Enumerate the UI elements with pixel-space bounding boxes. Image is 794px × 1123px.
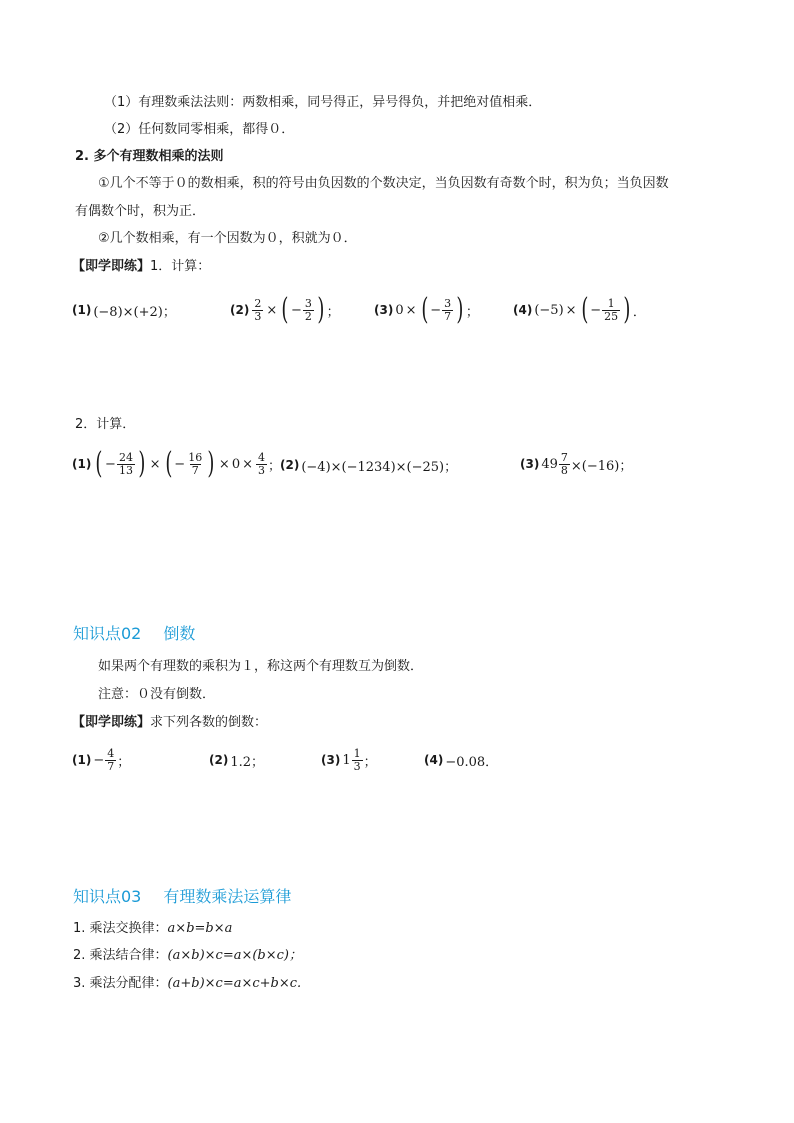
practice-bracket: 【即学即练】 <box>72 259 151 274</box>
practice-2-item-3: (3) 49 $\frac{7}{8}$ ×(−16)； <box>520 450 633 477</box>
kp2-item-2: (2) 1.2； <box>209 753 265 770</box>
practice-1-item-1: (1) (−8)×(+2)； <box>72 297 176 323</box>
practice-1-item-2: (2) $\frac{2}{3}$ × ( − $\frac{3}{2}$ ) ； <box>230 292 340 327</box>
expression: (−8)×(+2)； <box>93 304 176 320</box>
practice-1-heading <box>72 258 210 276</box>
fraction: $\frac{4}{7}$ <box>107 746 115 773</box>
fraction: $\frac{24}{13}$ <box>118 450 133 477</box>
kp2-line-2: 注意：０没有倒数． <box>98 687 216 702</box>
multi-rule-1b: 有偶数个时，积为正． <box>75 204 206 219</box>
multi-rule-2: ②几个数相乘，有一个因数为０，积就为０． <box>98 231 357 246</box>
fraction: $\frac{3}{2}$ <box>304 296 312 323</box>
multi-rule-title: 2. 多个有理数相乘的法则 <box>75 149 224 164</box>
kp2-item-3: (3) 1 $\frac{1}{3}$ ； <box>321 746 377 773</box>
practice-2-heading: 2．计算． <box>75 417 136 432</box>
fraction: $\frac{7}{8}$ <box>560 450 568 477</box>
law-associative: 2. 乘法结合律：(a×b)×c=a×(b×c)； <box>73 948 303 963</box>
practice-1-item-3: (3) 0 × ( − $\frac{3}{7}$ ) ； <box>374 292 479 327</box>
practice-2-item-2: (2) (−4)×(−1234)×(−25)； <box>280 452 457 478</box>
kp2-title: 知识点02 倒数 <box>73 624 196 643</box>
practice-1-item-4: (4) (−5) × ( − $\frac{1}{25}$ ) ． <box>513 292 646 327</box>
law-distributive: 3. 乘法分配律：(a+b)×c=a×c+b×c. <box>73 976 302 991</box>
fraction: $\frac{16}{7}$ <box>188 450 203 477</box>
practice-2-item-1: (1) ( − $\frac{24}{13}$ ) × ( − $\frac{16}{7}$ ) × 0 × $\frac{4}{3}$ ； <box>72 446 282 481</box>
kp2-item-1: (1) − $\frac{4}{7}$ ； <box>72 746 131 773</box>
expression: (−4)×(−1234)×(−25)； <box>301 459 458 475</box>
fraction: $\frac{1}{25}$ <box>604 296 619 323</box>
fraction: $\frac{1}{3}$ <box>353 746 361 773</box>
kp2-item-4: (4) −0.08． <box>424 753 499 770</box>
rule-1: （1）有理数乘法法则：两数相乘，同号得正，异号得负，并把绝对值相乘． <box>104 95 542 110</box>
kp3-title: 知识点03 有理数乘法运算律 <box>73 887 292 906</box>
kp2-line-1: 如果两个有理数的乘积为１，称这两个有理数互为倒数． <box>98 659 424 674</box>
law-commutative: 1. 乘法交换律：a×b=b×a <box>73 921 233 936</box>
fraction: $\frac{4}{3}$ <box>258 450 266 477</box>
kp2-practice-heading: 【即学即练】求下列各数的倒数： <box>72 715 268 730</box>
multi-rule-1a: ①几个不等于０的数相乘，积的符号由负因数的个数决定，当负因数有奇数个时，积为负；当负因数 <box>98 176 669 191</box>
rule-2: （2）任何数同零相乘，都得０． <box>104 122 295 137</box>
practice-1-text: 1．计算： <box>150 259 211 274</box>
fraction: $\frac{2}{3}$ <box>254 296 262 323</box>
fraction: $\frac{3}{7}$ <box>444 296 452 323</box>
